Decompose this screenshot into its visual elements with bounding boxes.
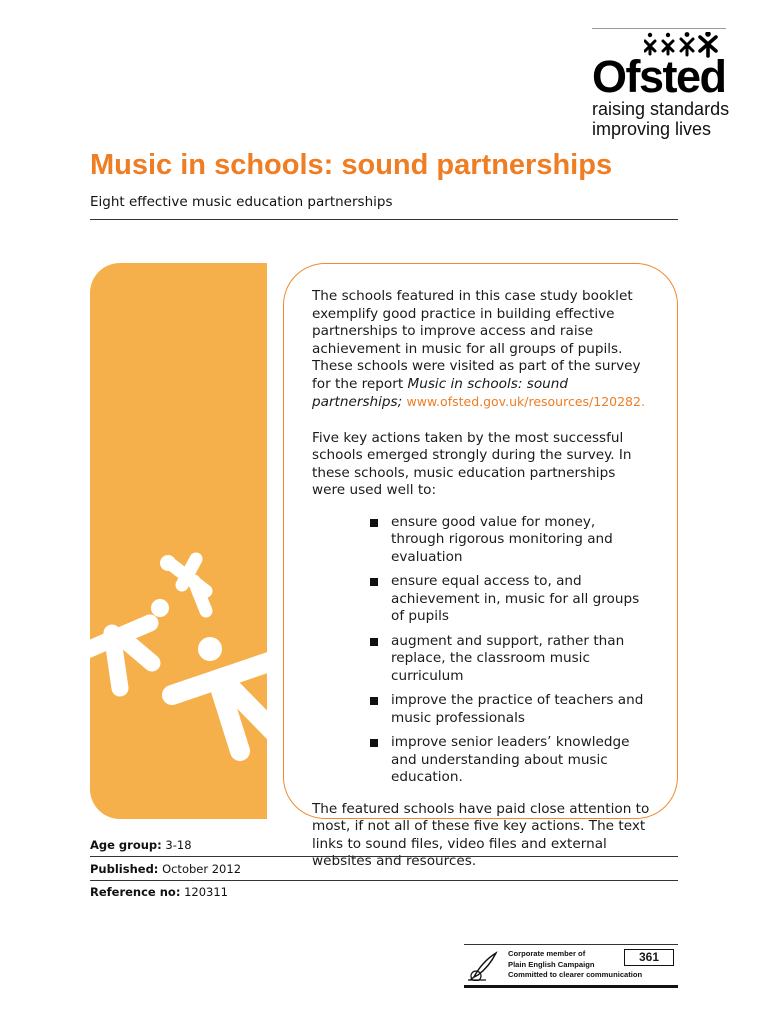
- bullet-icon: [370, 697, 378, 705]
- bullet-icon: [370, 739, 378, 747]
- age-group-label: Age group:: [90, 838, 162, 852]
- badge-line-3: Committed to clearer communication: [508, 970, 643, 979]
- intro-paragraph-2: Five key actions taken by the most successful schools emerged strongly during the survey. In these schools, music education partnerships were used well to:: [312, 429, 632, 498]
- logo-tagline-2: improving lives: [592, 119, 712, 139]
- intro-paragraph-1: [312, 288, 651, 412]
- badge-line-2: Plain English Campaign: [508, 959, 595, 969]
- plain-english-badge: [464, 944, 678, 988]
- page-title: Music in schools: sound partnerships: [90, 149, 613, 181]
- list-item: [370, 633, 651, 686]
- side-panel: [90, 263, 267, 819]
- reference-number: [90, 885, 228, 899]
- ofsted-logo: [592, 28, 732, 140]
- age-group: [90, 838, 192, 852]
- report-title: Music in schools: sound partnerships;: [312, 375, 569, 410]
- quill-icon: [466, 951, 500, 981]
- list-item-text: augment and support, rather than replace, the classroom music curriculum: [391, 632, 625, 684]
- published-value: October 2012: [162, 862, 242, 876]
- intro-text: The schools featured in this case study booklet exemplify good practice in building effective partnerships to improve access and raise achievement in music for all groups of pupils. These schools were visited as part of the survey for the report: [312, 288, 641, 392]
- list-item: [370, 692, 651, 727]
- list-item-text: improve the practice of teachers and music professionals: [391, 692, 644, 726]
- title-divider: [90, 219, 678, 220]
- reference-value: 120311: [184, 885, 228, 899]
- meta-divider: [90, 856, 678, 857]
- list-item: [370, 514, 651, 567]
- bullet-icon: [370, 578, 378, 586]
- intro-paragraph-3: The featured schools have paid close attention to most, if not all of these five key actions. The text links to sound files, video files and external websites and resources.: [312, 800, 650, 869]
- badge-text: [508, 949, 642, 981]
- list-item-text: ensure equal access to, and achievement in, music for all groups of pupils: [391, 573, 640, 624]
- list-item: [370, 734, 651, 787]
- meta-divider: [90, 880, 678, 881]
- bullet-icon: [370, 638, 378, 646]
- logo-divider: [592, 28, 726, 29]
- badge-line-1: Corporate member of: [508, 949, 586, 958]
- intro-box: [283, 263, 678, 869]
- list-item-text: ensure good value for money, through rigorous monitoring and evaluation: [391, 513, 613, 565]
- logo-wordmark: Ofsted: [592, 51, 726, 102]
- age-group-value: 3-18: [165, 838, 192, 852]
- badge-number: 361: [624, 949, 674, 966]
- report-link[interactable]: www.ofsted.gov.uk/resources/120282.: [406, 394, 645, 409]
- list-item-text: improve senior leaders’ knowledge and understanding about music education.: [391, 734, 630, 785]
- logo-tagline-1: raising standards: [592, 99, 730, 119]
- page-subtitle: Eight effective music education partnerships: [90, 194, 393, 210]
- published-label: Published:: [90, 862, 159, 876]
- list-item: [370, 573, 651, 626]
- bullet-icon: [370, 519, 378, 527]
- figures-illustration-icon: [90, 263, 267, 819]
- published-date: [90, 862, 241, 876]
- key-actions-list: [312, 514, 651, 787]
- reference-label: Reference no:: [90, 885, 181, 899]
